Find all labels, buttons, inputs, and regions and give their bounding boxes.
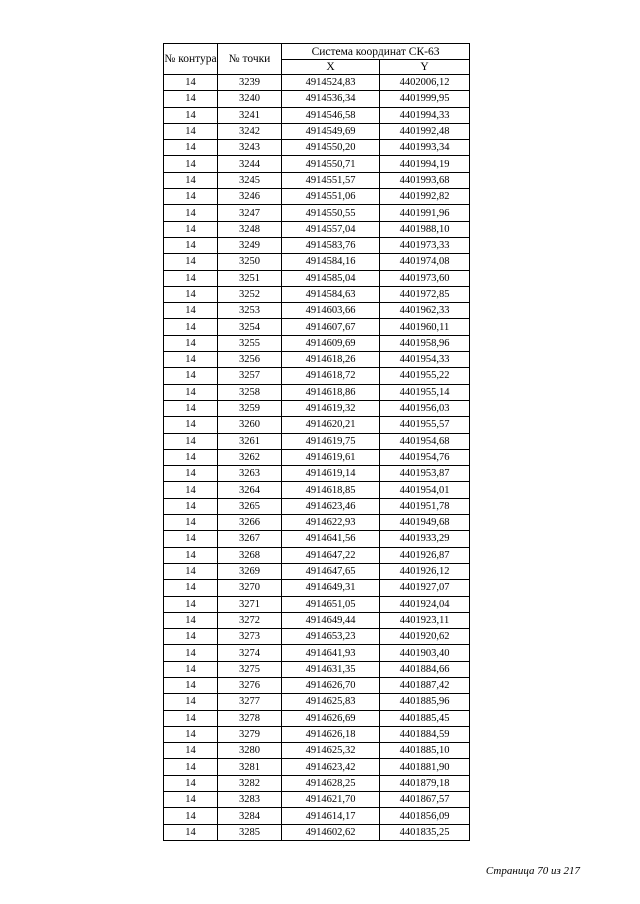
cell-x: 4914641,56 <box>282 531 380 547</box>
cell-point: 3243 <box>218 140 282 156</box>
cell-x: 4914619,32 <box>282 400 380 416</box>
table-row <box>164 75 470 91</box>
cell-point: 3277 <box>218 694 282 710</box>
header-y: Y <box>380 60 470 75</box>
cell-x: 4914619,61 <box>282 449 380 465</box>
cell-x: 4914625,32 <box>282 743 380 759</box>
table-row <box>164 91 470 107</box>
cell-contour: 14 <box>164 580 218 596</box>
page-number: Страница 70 из 217 <box>485 865 580 877</box>
table-row <box>164 775 470 791</box>
cell-x: 4914550,20 <box>282 140 380 156</box>
cell-point: 3257 <box>218 368 282 384</box>
cell-contour: 14 <box>164 368 218 384</box>
cell-point: 3270 <box>218 580 282 596</box>
table-row <box>164 629 470 645</box>
cell-contour: 14 <box>164 433 218 449</box>
cell-y: 4401960,11 <box>380 319 470 335</box>
cell-contour: 14 <box>164 237 218 253</box>
cell-y: 4401856,09 <box>380 808 470 824</box>
cell-contour: 14 <box>164 661 218 677</box>
cell-x: 4914584,63 <box>282 286 380 302</box>
cell-point: 3273 <box>218 629 282 645</box>
table-row <box>164 808 470 824</box>
table-row <box>164 319 470 335</box>
table-row <box>164 270 470 286</box>
cell-contour: 14 <box>164 189 218 205</box>
cell-x: 4914602,62 <box>282 824 380 840</box>
cell-x: 4914653,23 <box>282 629 380 645</box>
cell-y: 4401867,57 <box>380 792 470 808</box>
cell-point: 3260 <box>218 417 282 433</box>
cell-y: 4401885,10 <box>380 743 470 759</box>
cell-y: 4401920,62 <box>380 629 470 645</box>
cell-contour: 14 <box>164 743 218 759</box>
header-point-number: № точки <box>218 44 282 75</box>
cell-contour: 14 <box>164 466 218 482</box>
cell-point: 3250 <box>218 254 282 270</box>
cell-y: 4401992,48 <box>380 123 470 139</box>
cell-x: 4914583,76 <box>282 237 380 253</box>
cell-y: 4401993,34 <box>380 140 470 156</box>
cell-contour: 14 <box>164 156 218 172</box>
cell-contour: 14 <box>164 563 218 579</box>
cell-point: 3266 <box>218 515 282 531</box>
table-row <box>164 400 470 416</box>
cell-y: 4401972,85 <box>380 286 470 302</box>
cell-x: 4914550,71 <box>282 156 380 172</box>
cell-y: 4401879,18 <box>380 775 470 791</box>
cell-x: 4914647,65 <box>282 563 380 579</box>
cell-y: 4401903,40 <box>380 645 470 661</box>
table-row <box>164 498 470 514</box>
cell-x: 4914649,31 <box>282 580 380 596</box>
cell-y: 4401999,95 <box>380 91 470 107</box>
cell-x: 4914625,83 <box>282 694 380 710</box>
cell-x: 4914524,83 <box>282 75 380 91</box>
cell-x: 4914618,86 <box>282 384 380 400</box>
table-row <box>164 352 470 368</box>
table-row <box>164 156 470 172</box>
cell-contour: 14 <box>164 384 218 400</box>
cell-y: 4401887,42 <box>380 677 470 693</box>
cell-y: 4401973,33 <box>380 237 470 253</box>
cell-point: 3261 <box>218 433 282 449</box>
cell-x: 4914618,72 <box>282 368 380 384</box>
cell-contour: 14 <box>164 123 218 139</box>
cell-point: 3280 <box>218 743 282 759</box>
cell-contour: 14 <box>164 710 218 726</box>
cell-point: 3258 <box>218 384 282 400</box>
table-row <box>164 482 470 498</box>
cell-y: 4401835,25 <box>380 824 470 840</box>
cell-contour: 14 <box>164 482 218 498</box>
header-x: X <box>282 60 380 75</box>
cell-x: 4914607,67 <box>282 319 380 335</box>
cell-x: 4914557,04 <box>282 221 380 237</box>
cell-y: 4401988,10 <box>380 221 470 237</box>
table-row <box>164 824 470 840</box>
cell-y: 4401885,45 <box>380 710 470 726</box>
cell-y: 4401926,12 <box>380 563 470 579</box>
cell-contour: 14 <box>164 824 218 840</box>
cell-contour: 14 <box>164 612 218 628</box>
cell-point: 3263 <box>218 466 282 482</box>
table-row <box>164 107 470 123</box>
table-row <box>164 759 470 775</box>
cell-point: 3247 <box>218 205 282 221</box>
table-row <box>164 661 470 677</box>
cell-y: 4401991,96 <box>380 205 470 221</box>
table-row <box>164 743 470 759</box>
cell-point: 3246 <box>218 189 282 205</box>
cell-contour: 14 <box>164 677 218 693</box>
cell-x: 4914584,16 <box>282 254 380 270</box>
cell-y: 4401923,11 <box>380 612 470 628</box>
header-coordinate-system: Система координат СК-63 <box>282 44 470 60</box>
cell-y: 4401994,33 <box>380 107 470 123</box>
table-row <box>164 172 470 188</box>
cell-x: 4914614,17 <box>282 808 380 824</box>
cell-x: 4914550,55 <box>282 205 380 221</box>
table-row <box>164 792 470 808</box>
cell-point: 3279 <box>218 726 282 742</box>
cell-y: 4401956,03 <box>380 400 470 416</box>
table-row <box>164 205 470 221</box>
cell-point: 3249 <box>218 237 282 253</box>
table-row <box>164 384 470 400</box>
cell-contour: 14 <box>164 547 218 563</box>
cell-x: 4914546,58 <box>282 107 380 123</box>
cell-x: 4914647,22 <box>282 547 380 563</box>
cell-y: 4401955,57 <box>380 417 470 433</box>
cell-x: 4914626,69 <box>282 710 380 726</box>
cell-contour: 14 <box>164 221 218 237</box>
cell-contour: 14 <box>164 449 218 465</box>
cell-x: 4914641,93 <box>282 645 380 661</box>
cell-x: 4914626,18 <box>282 726 380 742</box>
cell-y: 4401927,07 <box>380 580 470 596</box>
table-row <box>164 531 470 547</box>
cell-y: 4401954,68 <box>380 433 470 449</box>
cell-x: 4914618,26 <box>282 352 380 368</box>
cell-y: 4401955,22 <box>380 368 470 384</box>
cell-x: 4914628,25 <box>282 775 380 791</box>
cell-x: 4914623,42 <box>282 759 380 775</box>
cell-y: 4401951,78 <box>380 498 470 514</box>
table-row <box>164 726 470 742</box>
table-body <box>164 75 470 841</box>
cell-point: 3269 <box>218 563 282 579</box>
table-row <box>164 254 470 270</box>
cell-x: 4914618,85 <box>282 482 380 498</box>
cell-contour: 14 <box>164 107 218 123</box>
cell-y: 4402006,12 <box>380 75 470 91</box>
cell-point: 3271 <box>218 596 282 612</box>
cell-y: 4401949,68 <box>380 515 470 531</box>
cell-contour: 14 <box>164 303 218 319</box>
table-row <box>164 189 470 205</box>
cell-contour: 14 <box>164 498 218 514</box>
table-row <box>164 547 470 563</box>
cell-point: 3240 <box>218 91 282 107</box>
table-row <box>164 221 470 237</box>
cell-contour: 14 <box>164 335 218 351</box>
cell-point: 3282 <box>218 775 282 791</box>
cell-contour: 14 <box>164 352 218 368</box>
cell-contour: 14 <box>164 726 218 742</box>
cell-x: 4914549,69 <box>282 123 380 139</box>
cell-contour: 14 <box>164 775 218 791</box>
table-row <box>164 515 470 531</box>
cell-point: 3239 <box>218 75 282 91</box>
cell-y: 4401973,60 <box>380 270 470 286</box>
cell-point: 3267 <box>218 531 282 547</box>
cell-point: 3248 <box>218 221 282 237</box>
table-row <box>164 645 470 661</box>
cell-x: 4914651,05 <box>282 596 380 612</box>
cell-x: 4914585,04 <box>282 270 380 286</box>
table-row <box>164 694 470 710</box>
table-row <box>164 237 470 253</box>
cell-y: 4401881,90 <box>380 759 470 775</box>
cell-point: 3241 <box>218 107 282 123</box>
cell-x: 4914609,69 <box>282 335 380 351</box>
table-row <box>164 368 470 384</box>
cell-y: 4401924,04 <box>380 596 470 612</box>
cell-point: 3276 <box>218 677 282 693</box>
cell-x: 4914621,70 <box>282 792 380 808</box>
cell-contour: 14 <box>164 286 218 302</box>
table-header <box>164 44 470 75</box>
cell-x: 4914622,93 <box>282 515 380 531</box>
cell-point: 3285 <box>218 824 282 840</box>
header-contour-number: № контура <box>164 44 218 75</box>
table-row <box>164 449 470 465</box>
cell-y: 4401992,82 <box>380 189 470 205</box>
cell-contour: 14 <box>164 531 218 547</box>
table-row <box>164 596 470 612</box>
cell-x: 4914631,35 <box>282 661 380 677</box>
table-row <box>164 303 470 319</box>
cell-y: 4401994,19 <box>380 156 470 172</box>
cell-contour: 14 <box>164 270 218 286</box>
cell-contour: 14 <box>164 417 218 433</box>
table-row <box>164 580 470 596</box>
cell-x: 4914551,57 <box>282 172 380 188</box>
cell-contour: 14 <box>164 694 218 710</box>
cell-x: 4914620,21 <box>282 417 380 433</box>
cell-point: 3262 <box>218 449 282 465</box>
cell-point: 3253 <box>218 303 282 319</box>
cell-x: 4914551,06 <box>282 189 380 205</box>
cell-y: 4401954,33 <box>380 352 470 368</box>
cell-point: 3255 <box>218 335 282 351</box>
cell-point: 3252 <box>218 286 282 302</box>
cell-point: 3284 <box>218 808 282 824</box>
cell-point: 3283 <box>218 792 282 808</box>
table-row <box>164 417 470 433</box>
cell-contour: 14 <box>164 172 218 188</box>
cell-y: 4401953,87 <box>380 466 470 482</box>
cell-contour: 14 <box>164 645 218 661</box>
cell-contour: 14 <box>164 205 218 221</box>
cell-y: 4401962,33 <box>380 303 470 319</box>
coordinate-table <box>163 43 470 841</box>
cell-point: 3268 <box>218 547 282 563</box>
cell-point: 3242 <box>218 123 282 139</box>
table-row <box>164 677 470 693</box>
cell-x: 4914626,70 <box>282 677 380 693</box>
cell-y: 4401884,59 <box>380 726 470 742</box>
cell-y: 4401958,96 <box>380 335 470 351</box>
table-row <box>164 612 470 628</box>
cell-contour: 14 <box>164 808 218 824</box>
cell-point: 3275 <box>218 661 282 677</box>
cell-y: 4401955,14 <box>380 384 470 400</box>
cell-point: 3251 <box>218 270 282 286</box>
cell-contour: 14 <box>164 515 218 531</box>
cell-point: 3272 <box>218 612 282 628</box>
table-row <box>164 466 470 482</box>
cell-point: 3259 <box>218 400 282 416</box>
cell-contour: 14 <box>164 400 218 416</box>
cell-y: 4401954,01 <box>380 482 470 498</box>
cell-y: 4401974,08 <box>380 254 470 270</box>
cell-point: 3256 <box>218 352 282 368</box>
cell-contour: 14 <box>164 629 218 645</box>
cell-y: 4401926,87 <box>380 547 470 563</box>
cell-contour: 14 <box>164 596 218 612</box>
cell-x: 4914603,66 <box>282 303 380 319</box>
cell-contour: 14 <box>164 140 218 156</box>
table-row <box>164 335 470 351</box>
cell-y: 4401885,96 <box>380 694 470 710</box>
cell-x: 4914619,14 <box>282 466 380 482</box>
cell-point: 3254 <box>218 319 282 335</box>
cell-x: 4914649,44 <box>282 612 380 628</box>
cell-point: 3265 <box>218 498 282 514</box>
cell-x: 4914619,75 <box>282 433 380 449</box>
table-row <box>164 140 470 156</box>
table-row <box>164 563 470 579</box>
cell-contour: 14 <box>164 254 218 270</box>
cell-contour: 14 <box>164 75 218 91</box>
cell-point: 3281 <box>218 759 282 775</box>
cell-point: 3245 <box>218 172 282 188</box>
cell-point: 3264 <box>218 482 282 498</box>
cell-x: 4914536,34 <box>282 91 380 107</box>
table-row <box>164 123 470 139</box>
cell-x: 4914623,46 <box>282 498 380 514</box>
cell-point: 3274 <box>218 645 282 661</box>
table-row <box>164 286 470 302</box>
cell-contour: 14 <box>164 91 218 107</box>
cell-y: 4401954,76 <box>380 449 470 465</box>
cell-contour: 14 <box>164 319 218 335</box>
cell-point: 3244 <box>218 156 282 172</box>
cell-contour: 14 <box>164 759 218 775</box>
table-row <box>164 710 470 726</box>
cell-y: 4401993,68 <box>380 172 470 188</box>
cell-point: 3278 <box>218 710 282 726</box>
table-row <box>164 433 470 449</box>
cell-contour: 14 <box>164 792 218 808</box>
cell-y: 4401884,66 <box>380 661 470 677</box>
cell-y: 4401933,29 <box>380 531 470 547</box>
